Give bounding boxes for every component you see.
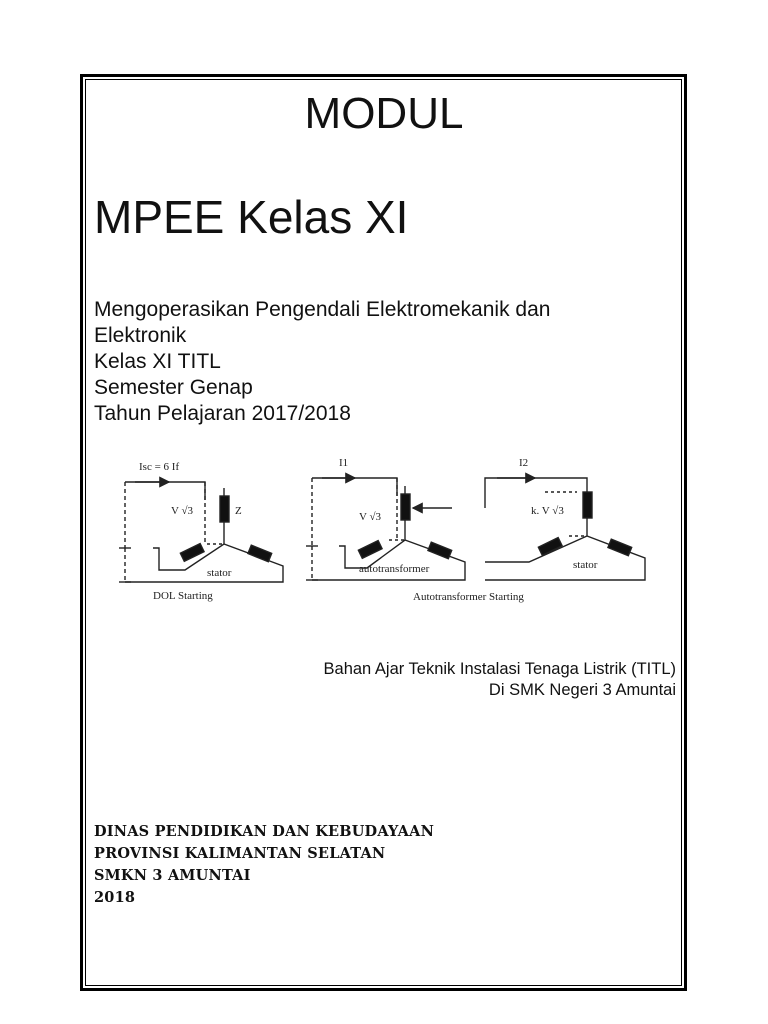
i2-label: I2 — [519, 457, 529, 469]
stator-label: stator — [207, 567, 232, 579]
caption-line: Di SMK Negeri 3 Amuntai — [488, 681, 676, 699]
subject-title: MPEE Kelas XI — [94, 191, 409, 243]
motor-starting-diagram — [107, 448, 663, 620]
autotransformer-starting-caption: Autotransformer Starting — [413, 591, 524, 603]
dol-starting-circuit — [119, 482, 283, 582]
description-line: Tahun Pelajaran 2017/2018 — [94, 402, 351, 425]
stator-auto-circuit — [485, 478, 645, 580]
module-title: MODUL — [304, 89, 464, 138]
description-line: Semester Genap — [94, 376, 253, 399]
description-line: Elektronik — [94, 324, 187, 347]
k-v-root3-label: k. V √3 — [531, 505, 564, 517]
v-root3-label: V √3 — [359, 511, 382, 523]
stator-label: stator — [573, 559, 598, 571]
publisher-line: 2018 — [94, 889, 136, 906]
description-line: Kelas XI TITL — [94, 350, 221, 373]
i1-label: I1 — [339, 457, 349, 469]
isc-label: Isc = 6 If — [139, 461, 180, 473]
autotransformer-label: autotransformer — [359, 563, 430, 575]
description-line: Mengoperasikan Pengendali Elektromekanik dan — [94, 298, 551, 321]
module-description — [94, 297, 654, 427]
material-caption — [324, 659, 676, 701]
z-label: Z — [235, 505, 242, 517]
publisher-line: PROVINSI KALIMANTAN SELATAN — [94, 845, 386, 862]
publisher-block — [94, 821, 434, 909]
caption-line: Bahan Ajar Teknik Instalasi Tenaga Listrik (TITL) — [323, 660, 676, 678]
dol-caption: DOL Starting — [153, 590, 213, 602]
publisher-line: DINAS PENDIDIKAN DAN KEBUDAYAAN — [94, 823, 435, 840]
v-root3-label: V √3 — [171, 505, 194, 517]
publisher-line: SMKN 3 AMUNTAI — [94, 867, 251, 884]
